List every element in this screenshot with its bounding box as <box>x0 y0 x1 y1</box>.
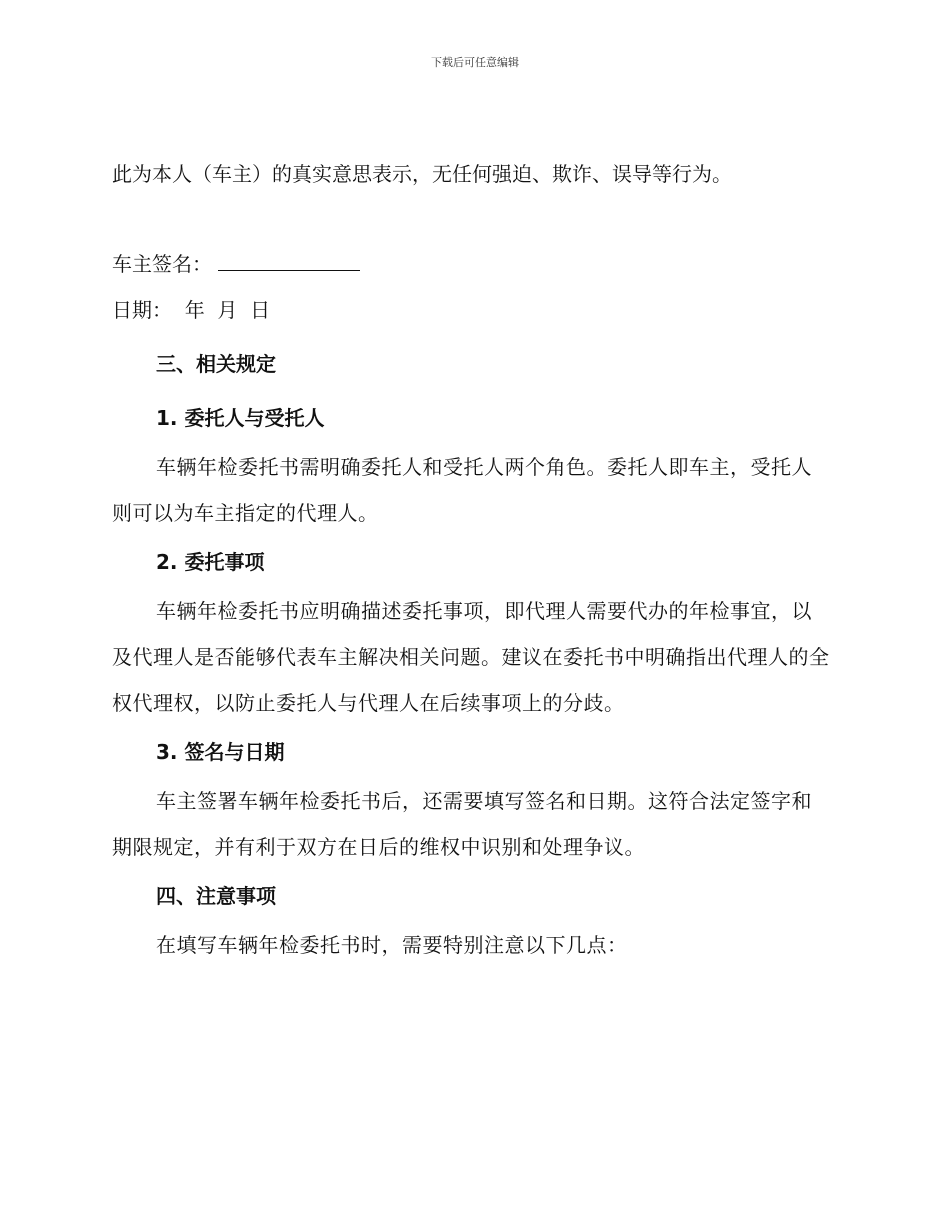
section3-item1-heading: 1. 委托人与受托人 <box>156 406 325 430</box>
document-content <box>112 156 832 968</box>
section3-item1-body: 车辆年检委托书需明确委托人和受托人两个角色。委托人即车主，受托人则可以为车主指定的代理人。 <box>112 455 812 525</box>
signature-blank-line <box>218 248 360 271</box>
section4-title: 四、注意事项 <box>156 884 276 908</box>
owner-signature-label: 车主签名： <box>112 252 212 276</box>
section3-item3-heading: 3. 签名与日期 <box>156 740 285 764</box>
section3-item3-body: 车主签署车辆年检委托书后，还需要填写签名和日期。这符合法定签字和期限规定，并有利于双方在日后的维权中识别和处理争议。 <box>112 789 812 859</box>
section4-body: 在填写车辆年检委托书时，需要特别注意以下几点： <box>156 933 628 957</box>
section3-title: 三、相关规定 <box>156 352 276 376</box>
date-line: 日期： 年 月 日 <box>112 298 271 322</box>
section3-item2-body: 车辆年检委托书应明确描述委托事项，即代理人需要代办的年检事宜，以及代理人是否能够代表车主解决相关问题。建议在委托书中明确指出代理人的全权代理权，以防止委托人与代理人在后续事项上的分歧。 <box>112 599 830 715</box>
section3-item2-heading: 2. 委托事项 <box>156 550 265 574</box>
owner-signature-row <box>112 246 832 282</box>
header-note: 下载后可任意编辑 <box>431 56 519 69</box>
intro-statement: 此为本人（车主）的真实意思表示，无任何强迫、欺诈、误导等行为。 <box>112 162 732 186</box>
